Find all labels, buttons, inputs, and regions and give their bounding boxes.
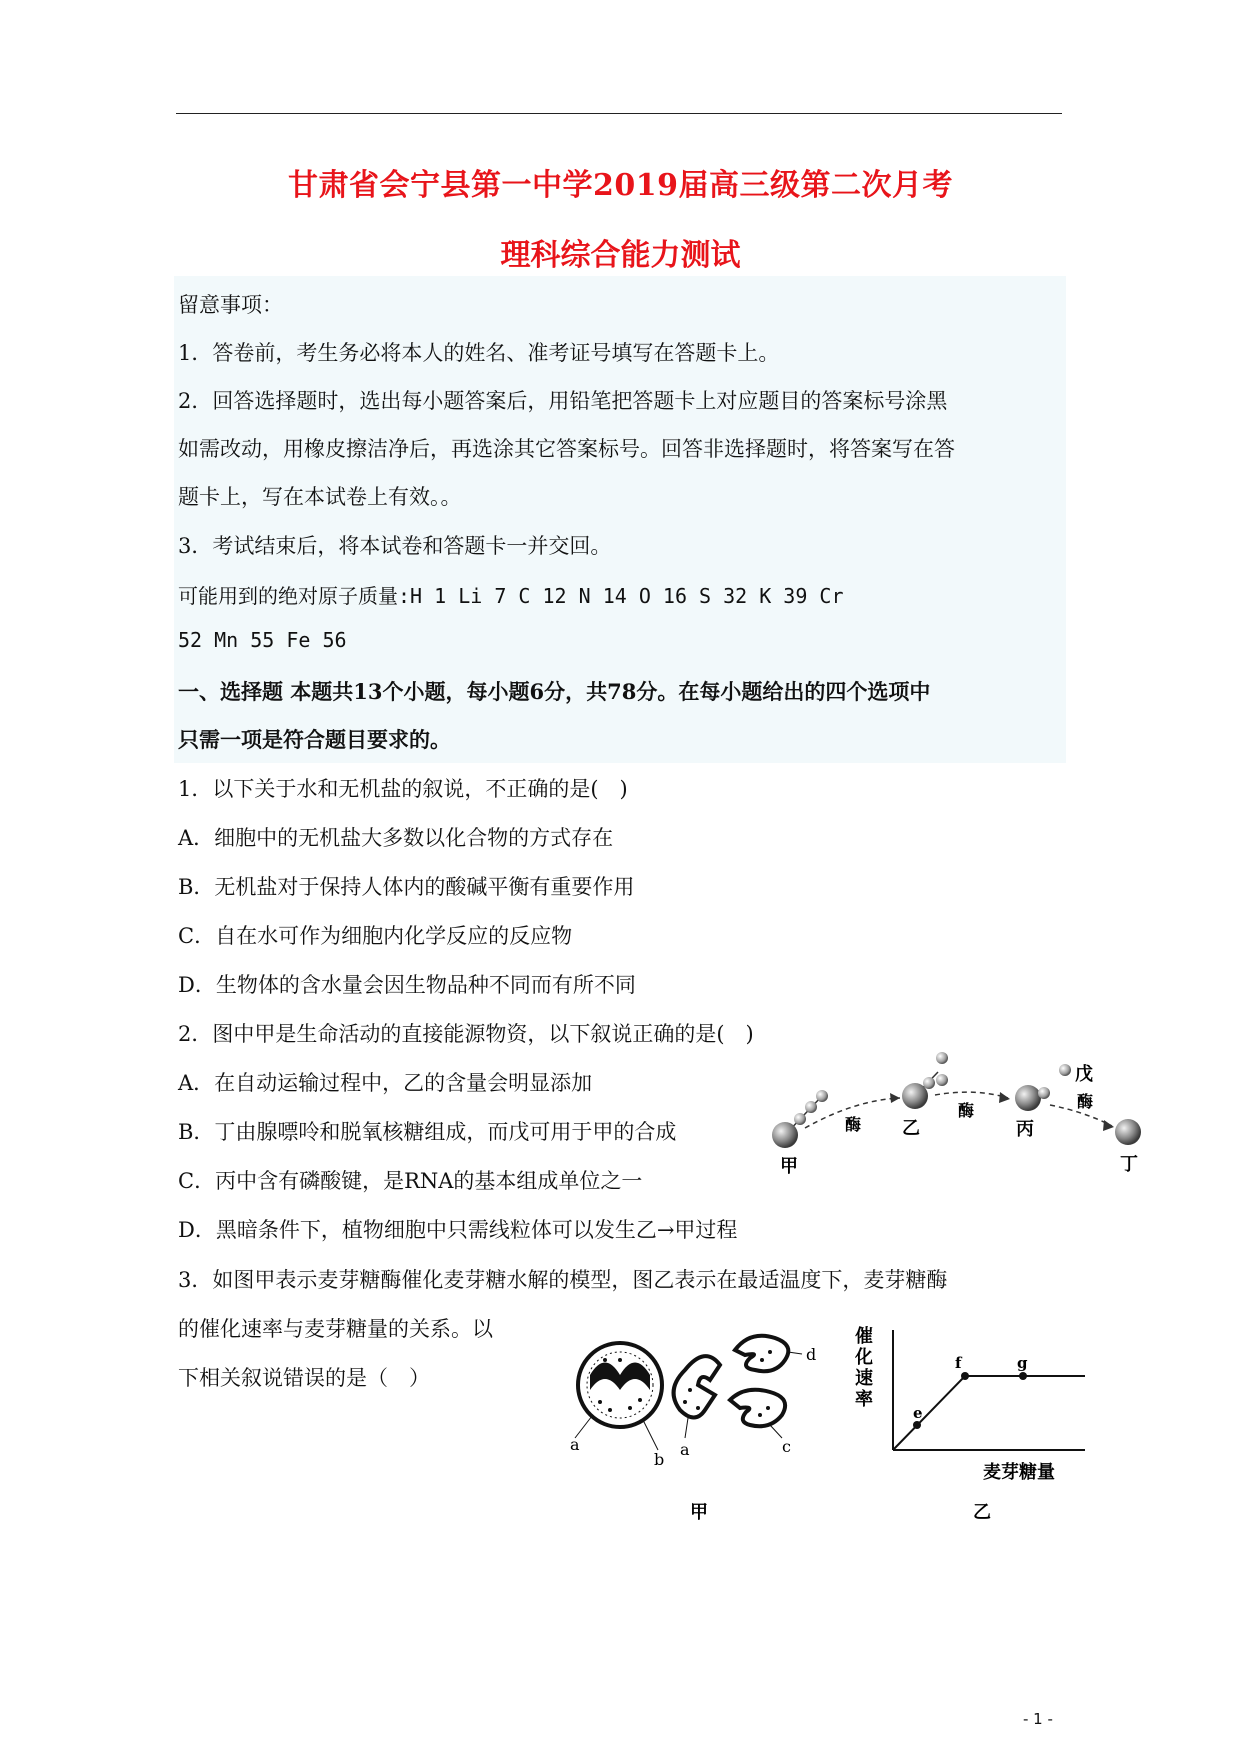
q2-option-d: D．黑暗条件下，植物细胞中只需线粒体可以发生乙→甲过程 <box>178 1218 738 1242</box>
label-wu: 戊 <box>1075 1064 1093 1085</box>
label-bing: 丙 <box>1016 1119 1034 1140</box>
rate-graph <box>855 1320 1110 1530</box>
label-g: g <box>1017 1354 1028 1372</box>
header-rule <box>176 113 1062 114</box>
molecule-bing <box>1015 1085 1050 1111</box>
molecule-jia <box>772 1090 828 1148</box>
notice-item-3: 3．考试结束后，将本试卷和答题卡一并交回。 <box>178 534 612 558</box>
q1-option-a: A．细胞中的无机盐大多数以化合物的方式存在 <box>178 826 614 850</box>
enzyme-free <box>674 1356 720 1438</box>
caption-yi: 乙 <box>973 1502 991 1523</box>
molecule-wu <box>1059 1064 1071 1076</box>
caption-jia: 甲 <box>690 1502 708 1523</box>
label-ding: 丁 <box>1120 1154 1138 1175</box>
section-heading-line-1: 一、选择题 本题共13个小题，每小题6分，共78分。在每小题给出的四个选项中 <box>178 679 931 704</box>
label-jia: 甲 <box>780 1156 798 1177</box>
enzyme-model-diagram <box>570 1330 840 1530</box>
atomic-mass-line-2: 52 Mn 55 Fe 56 <box>178 628 347 652</box>
molecule-ding <box>1115 1119 1141 1145</box>
notice-item-1: 1．答卷前，考生务必将本人的姓名、准考证号填写在答题卡上。 <box>178 341 780 365</box>
graph-ylabel: 催化速率 <box>855 1326 873 1410</box>
label-enzyme-1: 酶 <box>845 1115 862 1134</box>
label-b: b <box>654 1450 665 1469</box>
point-g <box>1019 1372 1027 1380</box>
notice-item-2-line-3: 题卡上，写在本试卷上有效。。 <box>178 485 462 509</box>
q1-option-b: B．无机盐对于保持人体内的酸碱平衡有重要作用 <box>178 875 635 899</box>
notice-item-2-line-1: 2．回答选择题时，选出每小题答案后，用铅笔把答题卡上对应题目的答案标号涂黑 <box>178 389 948 413</box>
label-d: d <box>806 1345 817 1364</box>
q2-stem: 2．图中甲是生命活动的直接能源物资，以下叙说正确的是( ) <box>178 1022 754 1046</box>
enzyme-substrate-complex <box>575 1343 662 1450</box>
q2-option-b: B．丁由腺嘌呤和脱氧核糖组成，而戊可用于甲的合成 <box>178 1120 677 1144</box>
molecule-yi <box>902 1052 948 1109</box>
products <box>730 1336 802 1438</box>
label-e: e <box>913 1404 923 1422</box>
graph-xlabel: 麦芽糖量 <box>983 1462 1055 1483</box>
label-enzyme-3: 酶 <box>1077 1092 1094 1111</box>
q3-stem-line-3: 下相关叙说错误的是（ ） <box>178 1366 430 1390</box>
notice-item-2-line-2: 如需改动，用橡皮擦洁净后，再选涂其它答案标号。回答非选择题时，将答案写在答 <box>178 437 955 461</box>
label-enzyme-2: 酶 <box>958 1101 975 1120</box>
label-a-left: a <box>570 1435 580 1454</box>
q1-option-c: C．自在水可作为细胞内化学反应的反应物 <box>178 924 573 948</box>
notice-heading: 留意事项： <box>178 293 283 317</box>
atomic-mass-line-1: 可能用到的绝对原子质量:H 1 Li 7 C 12 N 14 O 16 S 32 K 39 Cr <box>178 584 844 608</box>
q2-option-c: C．丙中含有磷酸键，是RNA的基本组成单位之一 <box>178 1169 643 1193</box>
label-f: f <box>955 1354 962 1372</box>
page-number: - 1 - <box>1023 1710 1053 1728</box>
point-f <box>961 1372 969 1380</box>
page-title: 甘肃省会宁县第一中学2019届高三级第二次月考 <box>288 168 953 203</box>
q3-stem-line-1: 3．如图甲表示麦芽糖酶催化麦芽糖水解的模型，图乙表示在最适温度下，麦芽糖酶 <box>178 1268 948 1292</box>
point-e <box>913 1421 921 1429</box>
page-subtitle: 理科综合能力测试 <box>500 238 741 273</box>
atp-diagram <box>760 1050 1160 1180</box>
q1-stem: 1．以下关于水和无机盐的叙说，不正确的是( ) <box>178 777 628 801</box>
label-c: c <box>782 1437 791 1456</box>
arrow-2 <box>935 1092 1008 1098</box>
q1-option-d: D．生物体的含水量会因生物品种不同而有所不同 <box>178 973 636 997</box>
q3-stem-line-2: 的催化速率与麦芽糖量的关系。以 <box>178 1317 493 1341</box>
label-a-middle: a <box>680 1440 690 1459</box>
q2-option-a: A．在自动运输过程中，乙的含量会明显添加 <box>178 1071 593 1095</box>
label-yi: 乙 <box>902 1118 920 1139</box>
section-heading-line-2: 只需一项是符合题目要求的。 <box>178 727 451 752</box>
